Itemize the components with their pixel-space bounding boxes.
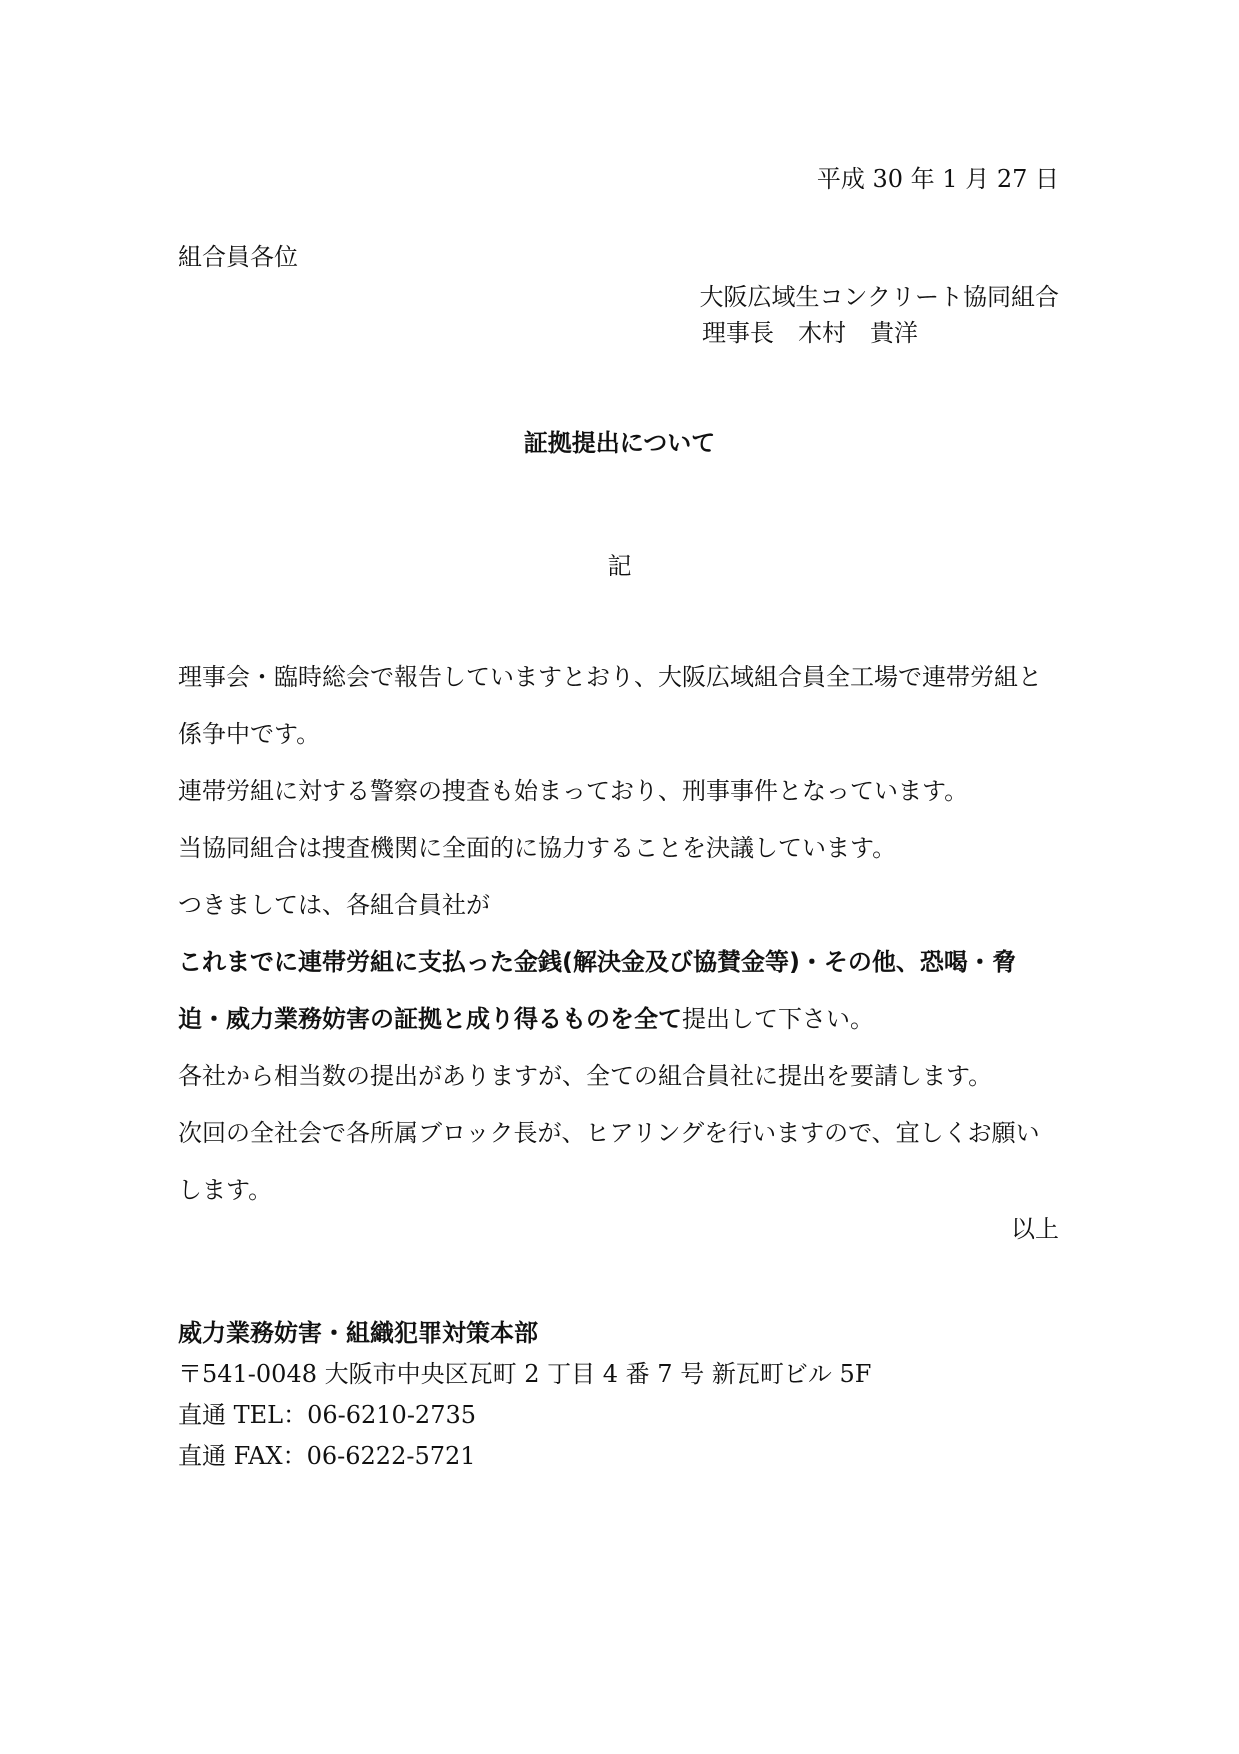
body-emphasis: 迫・威力業務妨害の証拠と成り得るものを全て — [178, 1005, 682, 1033]
body-line-emphasis: これまでに連帯労組に支払った金銭(解決金及び協賛金等)・その他、恐喝・脅 — [178, 948, 1016, 976]
body-line: 当協同組合は捜査機関に全面的に協力することを決議しています。 — [178, 834, 897, 862]
body-line: 係争中です。 — [178, 720, 321, 748]
contact-fax: 直通 FAX：06-6222-5721 — [178, 1442, 476, 1470]
body-line-mixed — [178, 1004, 874, 1034]
addressee: 組合員各位 — [178, 243, 298, 271]
body-line: 連帯労組に対する警察の捜査も始まっており、刑事事件となっています。 — [178, 777, 969, 805]
body-line: つきましては、各組合員社が — [178, 891, 490, 919]
contact-tel: 直通 TEL：06-6210-2735 — [178, 1401, 477, 1429]
contact-name: 威力業務妨害・組織犯罪対策本部 — [178, 1319, 538, 1347]
ki-heading: 記 — [607, 552, 632, 580]
body-line: 理事会・臨時総会で報告していますとおり、大阪広域組合員全工場で連帯労組と — [178, 663, 1042, 691]
letter-date: 平成 30 年 1 月 27 日 — [816, 165, 1059, 193]
contact-address: 〒541-0048 大阪市中央区瓦町 2 丁目 4 番 7 号 新瓦町ビル 5F — [178, 1360, 872, 1388]
body-line: します。 — [178, 1176, 273, 1204]
body-line: 各社から相当数の提出がありますが、全ての組合員社に提出を要請します。 — [178, 1062, 993, 1090]
issuer-organization: 大阪広域生コンクリート協同組合 — [699, 283, 1059, 311]
document-title: 証拠提出について — [523, 429, 716, 457]
body-line: 次回の全社会で各所属ブロック長が、ヒアリングを行いますので、宜しくお願い — [178, 1119, 1040, 1147]
body-text: 提出して下さい。 — [682, 1005, 874, 1033]
issuer-chairman: 理事長 木村 貴洋 — [702, 319, 918, 347]
closing-mark: 以上 — [1011, 1215, 1059, 1243]
